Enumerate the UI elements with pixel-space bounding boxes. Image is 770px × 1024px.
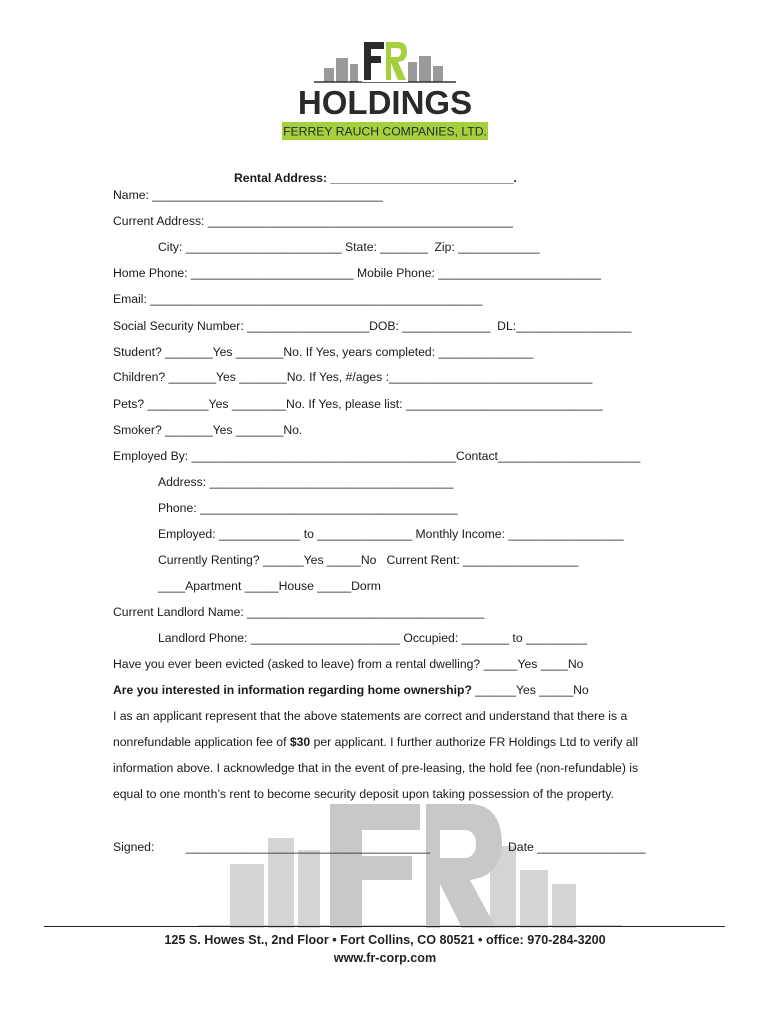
- landlord-name-field[interactable]: Current Landlord Name: ___________________________________: [113, 605, 485, 619]
- logo-name: HOLDINGS: [297, 84, 473, 121]
- evicted-field[interactable]: Have you ever been evicted (asked to leave) from a rental dwelling? _____Yes ____No: [113, 657, 584, 671]
- current-address-field[interactable]: Current Address: _____________________________________________: [113, 214, 513, 228]
- footer-address: 125 S. Howes St., 2nd Floor • Fort Collins, CO 80521 • office: 970-284-3200: [164, 933, 606, 947]
- home-ownership-question: Are you interested in information regarding home ownership?: [113, 683, 472, 697]
- student-field[interactable]: Student? _______Yes _______No. If Yes, years completed: ______________: [113, 345, 534, 359]
- ssn-dob-dl-field[interactable]: Social Security Number: __________________DOB: _____________ DL:_________________: [113, 319, 632, 333]
- logo-tagline: FERREY RAUCH COMPANIES, LTD.: [283, 124, 487, 139]
- fr-monogram: [362, 40, 408, 82]
- footer-divider: [44, 926, 725, 927]
- email-field[interactable]: Email: _________________________________________________: [113, 292, 483, 306]
- children-field[interactable]: Children? _______Yes _______No. If Yes, #/ages :______________________________: [113, 370, 593, 384]
- company-logo: [280, 36, 490, 144]
- smoker-field[interactable]: Smoker? _______Yes _______No.: [113, 423, 303, 437]
- employed-by-field[interactable]: Employed By: _______________________________________Contact_____________________: [113, 449, 641, 463]
- housing-type-field[interactable]: ____Apartment _____House _____Dorm: [158, 579, 381, 593]
- pets-field[interactable]: Pets? _________Yes ________No. If Yes, please list: _____________________________: [113, 397, 603, 411]
- applicant-statement: [113, 703, 665, 807]
- signature-line[interactable]: ____________________________________: [186, 840, 431, 854]
- statement-text-1: I as an applicant represent that the above statements are correct and understand that there is a nonrefundable application fee of: [113, 709, 628, 749]
- footer-website[interactable]: www.fr-corp.com: [333, 951, 437, 965]
- employer-phone-field[interactable]: Phone: ______________________________________: [158, 501, 458, 515]
- city-state-zip-field[interactable]: City: _______________________ State: _______ Zip: ____________: [158, 240, 540, 254]
- employment-dates-field[interactable]: Employed: ____________ to ______________ Monthly Income: _________________: [158, 527, 624, 541]
- watermark-skyline: [190, 800, 630, 928]
- home-ownership-field[interactable]: [113, 683, 589, 698]
- currently-renting-field[interactable]: Currently Renting? ______Yes _____No Current Rent: _________________: [158, 553, 579, 567]
- phone-fields[interactable]: Home Phone: ________________________ Mobile Phone: ________________________: [113, 266, 601, 280]
- home-ownership-answers[interactable]: ______Yes _____No: [471, 683, 589, 697]
- application-fee: $30: [289, 735, 311, 749]
- date-field[interactable]: Date ________________: [508, 840, 646, 854]
- rental-address-field[interactable]: Rental Address: ___________________________.: [234, 171, 517, 185]
- statement-text-2: per applicant. I further authorize FR Holdings Ltd to verify all information above. I acknowledge that in the event of pre-leasing, the hold fee (non-refundable) is equal to one month’s rent to become security deposit upon taking possession of the property.: [113, 735, 639, 801]
- name-field[interactable]: Name: __________________________________: [113, 188, 383, 202]
- signed-label: Signed:: [113, 840, 155, 854]
- landlord-phone-field[interactable]: Landlord Phone: ______________________ Occupied: _______ to _________: [158, 631, 587, 645]
- employer-address-field[interactable]: Address: ____________________________________: [158, 475, 454, 489]
